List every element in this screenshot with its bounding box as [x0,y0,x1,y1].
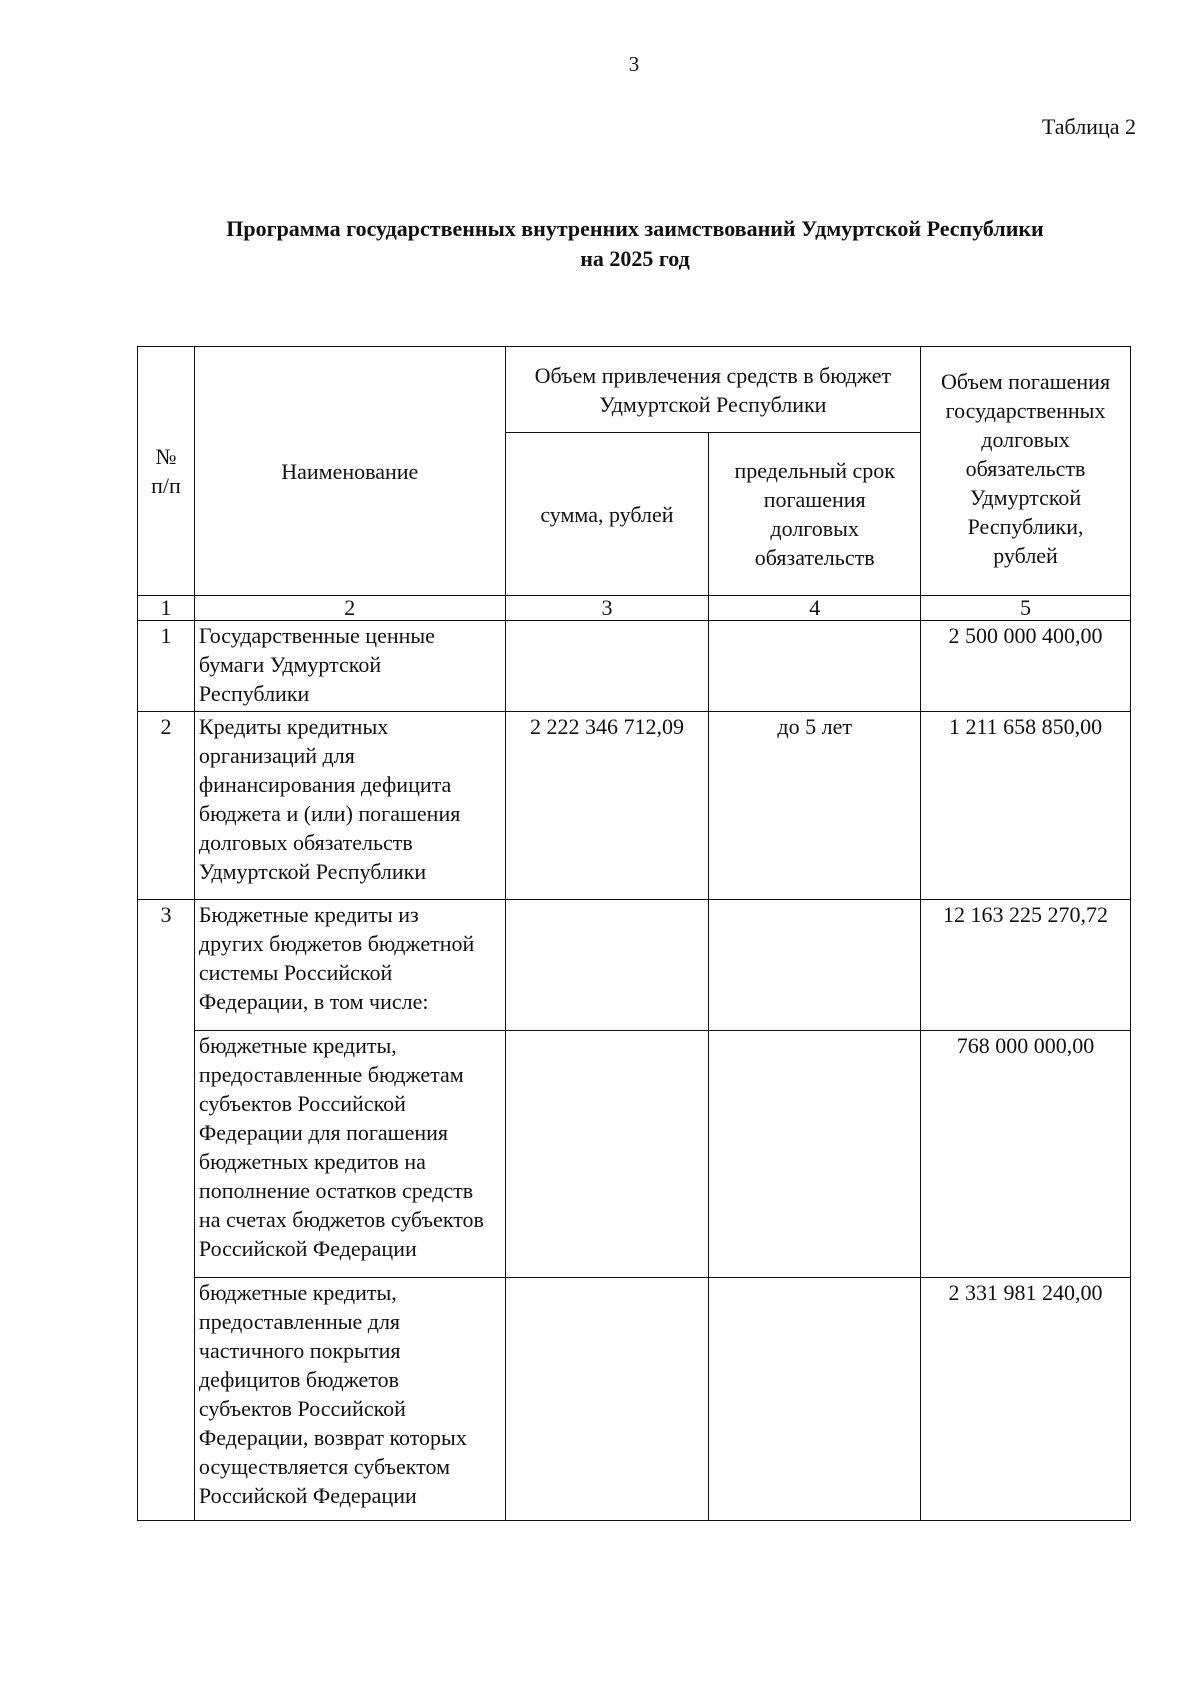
table-row [138,712,1131,900]
table-row [138,1031,1131,1278]
column-number-1: 1 [138,596,195,621]
borrowing-program-table [137,346,1131,1521]
row-3a-repay: 768 000 000,00 [921,1031,1131,1278]
row-2-term: до 5 лет [709,712,921,900]
header-repay-text: Объем погашения государственных долговых обязательств Удмуртской Республики, рублей [941,369,1111,568]
row-3a-name [194,1031,505,1278]
header-name [194,347,505,596]
row-3b-repay: 2 331 981 240,00 [921,1278,1131,1521]
column-number-4: 4 [709,596,921,621]
row-1-sum [505,621,709,712]
page-number: 3 [628,52,640,76]
row-3a-sum [505,1031,709,1278]
row-3-name-text: Бюджетные кредиты из других бюджетов бюджетной системы Российской Федерации, в том числе: [198,902,475,1014]
row-1-num: 1 [138,621,195,712]
title-line-2: на 2025 год [580,246,690,271]
table-row [138,900,1131,1031]
column-number-2: 2 [194,596,505,621]
row-3b-sum [505,1278,709,1521]
row-1-name [194,621,505,712]
row-1-repay: 2 500 000 400,00 [921,621,1131,712]
row-2-sum: 2 222 346 712,09 [505,712,709,900]
document-title [140,214,1130,274]
row-1-term [709,621,921,712]
header-attract-group-text: Объем привлечения средств в бюджет Удмуртской Республики [534,363,892,417]
row-3b-name-text: бюджетные кредиты, предоставленные для частичного покрытия дефицитов бюджетов субъектов Российской Федерации, возврат которых осуществляется субъектом Российской Федерации [198,1280,467,1508]
row-1-name-text: Государственные ценные бумаги Удмуртской Республики [198,623,435,706]
row-2-num: 2 [138,712,195,900]
header-num [138,347,195,596]
row-3a-name-text: бюджетные кредиты, предоставленные бюджетам субъектов Российской Федерации для погашения бюджетных кредитов на пополнение остатков средств на счетах бюджетов субъектов Российской Федерации [198,1033,484,1261]
header-sum [505,433,709,596]
row-2-repay: 1 211 658 850,00 [921,712,1131,900]
column-number-3: 3 [505,596,709,621]
header-repay [921,347,1131,596]
header-name-text: Наименование [281,458,419,484]
header-attract-group [505,347,920,433]
header-sum-text: сумма, рублей [540,501,674,527]
header-term [709,433,921,596]
row-3-sum [505,900,709,1031]
header-term-text: предельный срок погашения долговых обязательств [734,458,895,570]
row-3b-term [709,1278,921,1521]
row-3-name [194,900,505,1031]
column-number-row [138,596,1131,621]
column-number-5: 5 [921,596,1131,621]
table-row [138,1278,1131,1521]
row-2-name [194,712,505,900]
header-row-1 [138,347,1131,433]
row-3b-name [194,1278,505,1521]
row-2-name-text: Кредиты кредитных организаций для финансирования дефицита бюджета и (или) погашения долговых обязательств Удмуртской Республики [198,714,461,884]
table-label: Таблица 2 [1041,114,1136,139]
row-3-num: 3 [138,900,195,1521]
header-num-text: № п/п [151,444,181,498]
title-line-1: Программа государственных внутренних заимствований Удмуртской Республики [226,216,1044,241]
table-row [138,621,1131,712]
row-3-term [709,900,921,1031]
row-3-repay: 12 163 225 270,72 [921,900,1131,1031]
row-3a-term [709,1031,921,1278]
